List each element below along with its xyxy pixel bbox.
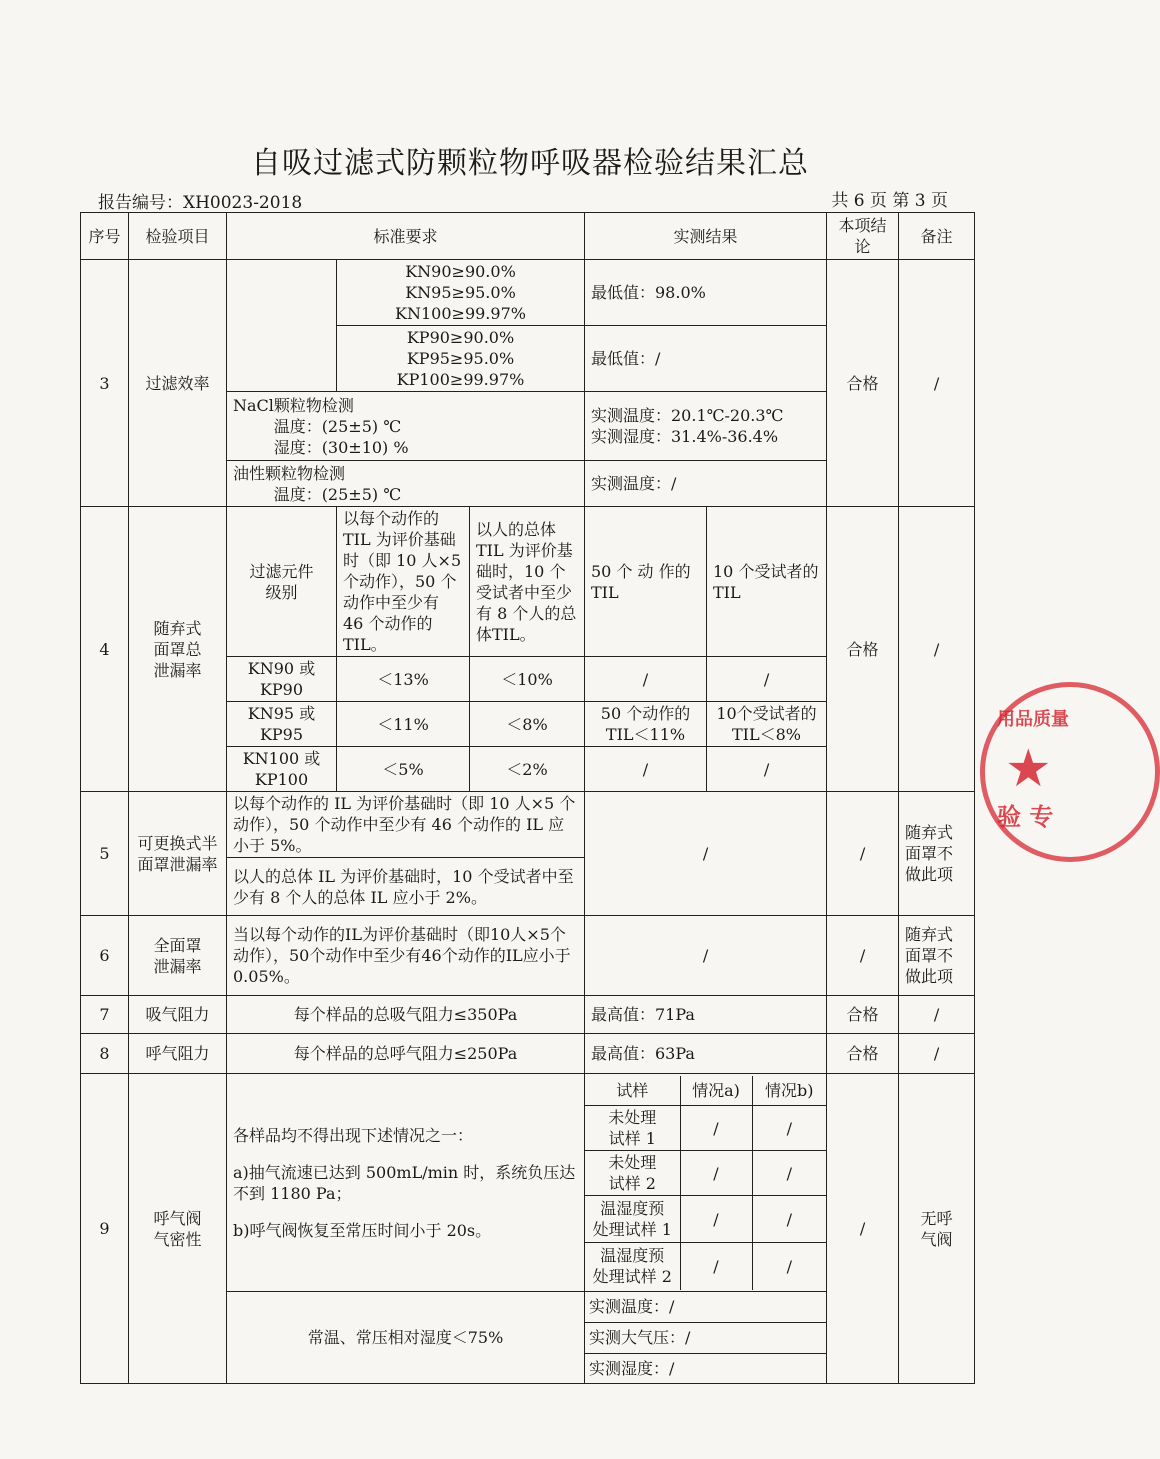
page-number: 共 6 页 第 3 页	[831, 191, 948, 211]
row4-level: KN95 或 KP95	[227, 702, 337, 747]
case-a-header: 情况a)	[680, 1076, 752, 1106]
row4-action-limit: ＜11%	[337, 702, 470, 747]
row3-remark: /	[899, 260, 975, 507]
row3-kn-result: 最低值：98.0%	[585, 260, 827, 326]
row4-item: 随弃式 面罩总 泄漏率	[129, 507, 227, 792]
report-number: 报告编号：XH0023-2018	[98, 193, 303, 213]
row7-seq: 7	[81, 996, 129, 1034]
sample-case-b: /	[752, 1106, 826, 1151]
sample-name: 未处理 试样 1	[585, 1106, 680, 1151]
stamp-star-icon: ★	[1005, 739, 1052, 799]
sample-case-b: /	[752, 1243, 826, 1290]
row9-sample-table	[585, 1076, 826, 1290]
sample-row	[585, 1243, 826, 1290]
sample-name: 温湿度预 处理试样 1	[585, 1196, 680, 1243]
row4-person-limit: ＜8%	[470, 702, 585, 747]
row3-seq: 3	[81, 260, 129, 507]
header-requirement: 标准要求	[227, 213, 585, 260]
row3-conclusion: 合格	[827, 260, 899, 507]
sample-case-a: /	[680, 1151, 752, 1196]
row3-blank	[227, 260, 337, 392]
row4-seq: 4	[81, 507, 129, 792]
row8-seq: 8	[81, 1034, 129, 1074]
row6-remark: 随弃式 面罩不 做此项	[899, 916, 975, 996]
row5-item: 可更换式半 面罩泄漏率	[129, 792, 227, 916]
row9-req-b: b)呼气阀恢复至常压时间小于 20s。	[233, 1220, 492, 1240]
header-remark: 备注	[899, 213, 975, 260]
row3-item: 过滤效率	[129, 260, 227, 507]
row4-action-result: 50 个动作的 TIL＜11%	[585, 702, 707, 747]
row9-temp: 实测温度：/	[585, 1292, 826, 1322]
row4-person-limit: ＜2%	[470, 747, 585, 792]
row8-requirement: 每个样品的总呼气阻力≤250Pa	[227, 1034, 585, 1074]
row4-action-limit: ＜13%	[337, 657, 470, 702]
row9-measured-cell	[585, 1292, 827, 1384]
row7-remark: /	[899, 996, 975, 1034]
row3-oil-result: 实测温度：/	[585, 461, 827, 507]
sample-case-a: /	[680, 1106, 752, 1151]
sample-name: 温湿度预 处理试样 2	[585, 1243, 680, 1290]
row6-requirement: 当以每个动作的IL为评价基础时（即10人×5个动作），50个动作中至少有46个动作的IL应小于0.05%。	[227, 916, 585, 996]
row7-item: 吸气阻力	[129, 996, 227, 1034]
sample-header: 试样	[585, 1076, 680, 1106]
sample-case-a: /	[680, 1196, 752, 1243]
row3-kn-requirement: KN90≥90.0% KN95≥95.0% KN100≥99.97%	[337, 260, 585, 326]
row9-req-a: a)抽气流速已达到 500mL/min 时，系统负压达不到 1180 Pa；	[233, 1162, 576, 1203]
row3-nacl-result: 实测温度：20.1℃-20.3℃ 实测湿度：31.4%-36.4%	[585, 392, 827, 461]
row4-header-result-action: 50 个 动 作的 TIL	[585, 507, 707, 657]
row9-remark: 无呼 气阀	[899, 1074, 975, 1384]
row8-conclusion: 合格	[827, 1034, 899, 1074]
sample-row	[585, 1151, 826, 1196]
row3-nacl-requirement: NaCl颗粒物检测 温度：(25±5) ℃ 湿度：(30±10) %	[227, 392, 585, 461]
header-conclusion: 本项结论	[827, 213, 899, 260]
row9-environment: 常温、常压相对湿度＜75%	[227, 1292, 585, 1384]
row6-seq: 6	[81, 916, 129, 996]
row8-remark: /	[899, 1034, 975, 1074]
row4-person-result: /	[707, 747, 827, 792]
row4-header-result-person: 10 个受试者的 TIL	[707, 507, 827, 657]
row9-item: 呼气阀 气密性	[129, 1074, 227, 1384]
header-seq: 序号	[81, 213, 129, 260]
red-seal-stamp	[980, 682, 1160, 862]
row5-requirement-1: 以每个动作的 IL 为评价基础时（即 10 人×5 个动作），50 个动作中至少有 46 个动作的 IL 应小于 5%。	[227, 792, 585, 858]
row5-result: /	[585, 792, 827, 916]
row4-conclusion: 合格	[827, 507, 899, 792]
row3-oil-requirement: 油性颗粒物检测 温度：(25±5) ℃	[227, 461, 585, 507]
row4-person-result: /	[707, 657, 827, 702]
sample-row	[585, 1196, 826, 1243]
stamp-text-bottom: 验 专	[997, 802, 1054, 831]
row5-seq: 5	[81, 792, 129, 916]
row9-req-intro: 各样品均不得出现下述情况之一：	[233, 1125, 474, 1145]
document-title: 自吸过滤式防颗粒物呼吸器检验结果汇总	[251, 146, 809, 181]
sample-case-b: /	[752, 1151, 826, 1196]
row4-remark: /	[899, 507, 975, 792]
row9-conclusion: /	[827, 1074, 899, 1384]
row9-humidity: 实测湿度：/	[589, 1358, 675, 1378]
row4-header-person: 以人的总体TIL 为评价基础时，10 个受试者中至少有 8 个人的总体TIL。	[470, 507, 585, 657]
sample-case-b: /	[752, 1196, 826, 1243]
row7-requirement: 每个样品的总吸气阻力≤350Pa	[227, 996, 585, 1034]
stamp-text-top: 用品质量	[997, 709, 1069, 730]
results-table	[80, 212, 975, 1384]
row4-level: KN100 或 KP100	[227, 747, 337, 792]
row7-conclusion: 合格	[827, 996, 899, 1034]
row5-requirement-2: 以人的总体 IL 为评价基础时，10 个受试者中至少有 8 个人的总体 IL 应小于 2%。	[227, 858, 585, 916]
row9-sample-table-cell	[585, 1074, 827, 1292]
row9-pressure: 实测大气压：/	[585, 1322, 826, 1353]
row4-person-result: 10个受试者的 TIL＜8%	[707, 702, 827, 747]
row8-item: 呼气阻力	[129, 1034, 227, 1074]
row4-person-limit: ＜10%	[470, 657, 585, 702]
header-result: 实测结果	[585, 213, 827, 260]
row5-remark: 随弃式 面罩不 做此项	[899, 792, 975, 916]
table-header-row	[81, 213, 975, 260]
row9-measured-table	[585, 1292, 826, 1383]
row7-result: 最高值：71Pa	[585, 996, 827, 1034]
row6-result: /	[585, 916, 827, 996]
row4-action-limit: ＜5%	[337, 747, 470, 792]
row9-requirement	[227, 1074, 585, 1292]
header-item: 检验项目	[129, 213, 227, 260]
row4-header-action: 以每个动作的TIL 为评价基础时（即 10 人×5 个动作），50 个动作中至少有 46 个动作的 TIL。	[337, 507, 470, 657]
row8-result: 最高值：63Pa	[585, 1034, 827, 1074]
row3-kp-result: 最低值：/	[585, 326, 827, 392]
row6-conclusion: /	[827, 916, 899, 996]
sample-row	[585, 1106, 826, 1151]
row6-item: 全面罩 泄漏率	[129, 916, 227, 996]
row5-conclusion: /	[827, 792, 899, 916]
row4-action-result: /	[585, 747, 707, 792]
row4-header-level: 过滤元件 级别	[227, 507, 337, 657]
row3-kp-requirement: KP90≥90.0% KP95≥95.0% KP100≥99.97%	[337, 326, 585, 392]
sample-name: 未处理 试样 2	[585, 1151, 680, 1196]
row4-level: KN90 或 KP90	[227, 657, 337, 702]
case-b-header: 情况b)	[752, 1076, 826, 1106]
sample-case-a: /	[680, 1243, 752, 1290]
row4-action-result: /	[585, 657, 707, 702]
row9-seq: 9	[81, 1074, 129, 1384]
